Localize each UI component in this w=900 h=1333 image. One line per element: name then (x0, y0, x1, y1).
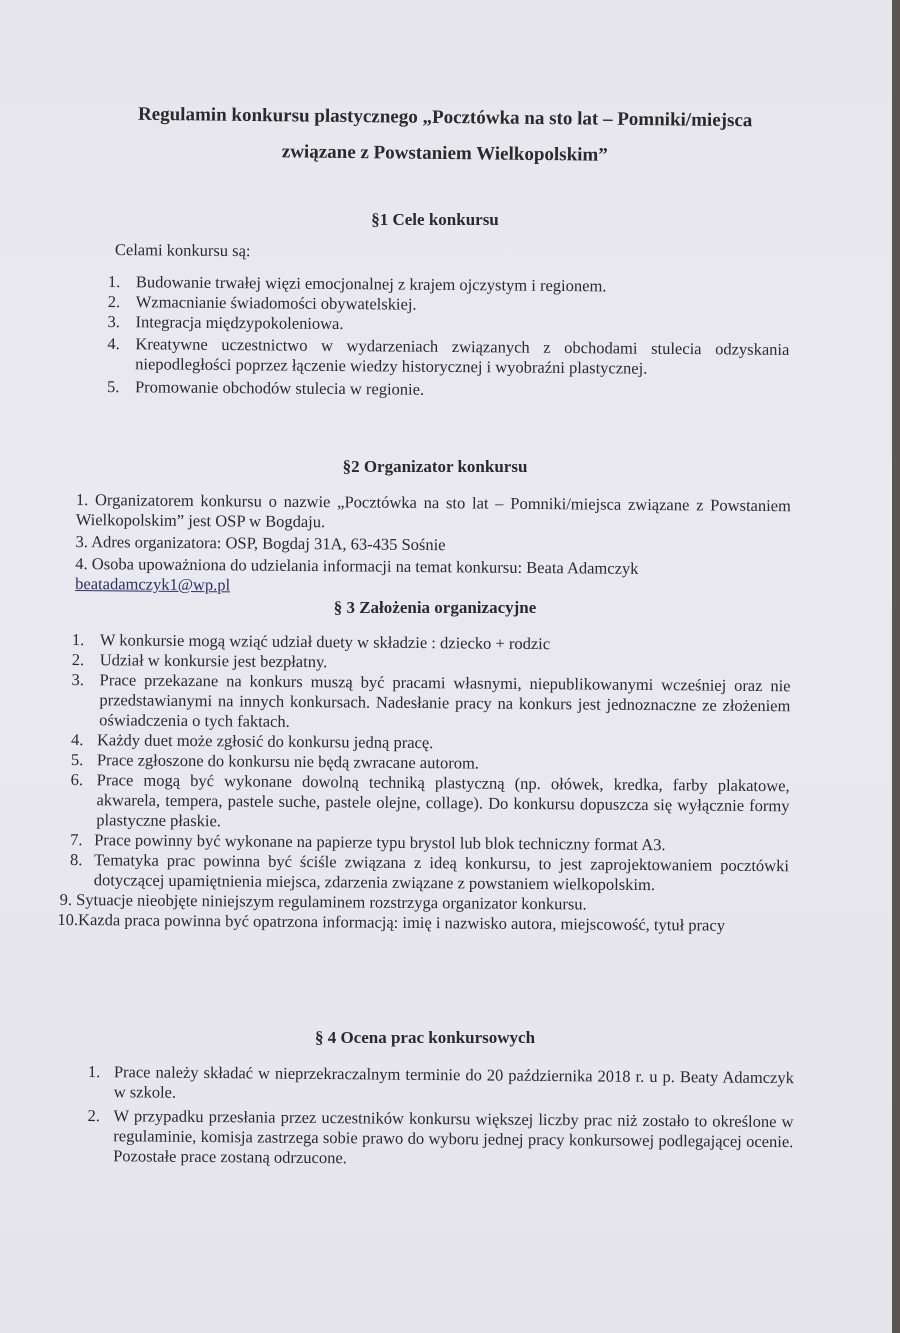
list-item: 4. Każdy duet może zgłosić do konkursu jedną pracę. (70, 729, 434, 753)
title-line-2: związane z Powstaniem Wielkopolskim” (281, 141, 608, 166)
list-item: 6. Prace mogą być wykonane dowolną techniką plastyczną (np. ołówek, kredka, farby plakatowe, akwarela, tempera, pastele suche, pastele olejne, collage). Do konkursu dopuszcza się wyłącznie formy plastyczne płaskie. (70, 769, 790, 831)
section-3-heading: § 3 Założenia organizacyjne (333, 598, 537, 617)
section-2-heading: §2 Organizator konkursu (342, 457, 528, 476)
list-item: 1. Prace należy składać w nieprzekraczalnym terminie do 20 października 2018 r. u p. Beaty Adamczyk w szkole. (87, 1062, 794, 1102)
section-3-paragraph-10: 10.Kazda praca powinna być opatrzona informacją: imię i nazwisko autora, miejscowość, tytuł pracy (57, 909, 726, 935)
list-item: 5. Prace zgłoszone do konkursu nie będą zwracane autorom. (70, 749, 480, 773)
list-item: 1. Budowanie trwałej więzi emocjonalnej z krajem ojczystym i regionem. (107, 272, 607, 296)
contact-email-link[interactable]: beatadamczyk1@wp.pl (75, 573, 231, 595)
list-item: 4. Kreatywne uczestnictwo w wydarzeniach związanych z obchodami stulecia odzyskania niepodległości poprzez łączenie wiedzy historycznej i wyobraźni plastycznej. (107, 333, 790, 378)
section-2-paragraph-3: 3. Adres organizatora: OSP, Bogdaj 31A, 63-435 Sośnie (75, 531, 446, 555)
list-item: 3. Prace przekazane na konkurs muszą być pracami własnymi, niepublikowanymi wcześniej oraz nie przedstawianymi na innych konkursach. Nadesłanie pracy na konkurs jest jednoznaczne ze złożeniem oświadczenia o tych faktach. (71, 669, 791, 731)
list-item: 1. W konkursie mogą wziąć udział duety w składzie : dziecko + rodzic (71, 630, 551, 654)
list-item: 2. W przypadku przesłania przez uczestników konkursu większej liczby prac niż zostało to określone w regulaminie, komisja zastrzega sobie prawo do wyboru jednej pracy konkursowej podlegającej ocenie. Pozostałe prace zostaną odrzucone. (87, 1105, 794, 1168)
section-2-paragraph-4: 4. Osoba upoważniona do udzielania informacji na temat konkursu: Beata Adamczyk (75, 553, 639, 578)
list-item: 2. Wzmacnianie świadomości obywatelskiej. (107, 291, 417, 314)
list-item: 8. Tematyka prac powinna być ściśle związana z ideą konkursu, to jest zaprojektowaniem pocztówki dotyczącej upamiętnienia miejsca, zdarzenia związane z powstaniem wielkopolskim. (69, 849, 790, 895)
section-4-heading: § 4 Ocena prac konkursowych (314, 1028, 536, 1047)
section-1-intro: Celami konkursu są: (114, 240, 251, 261)
section-2-body (75, 490, 791, 600)
section-1-list (107, 272, 790, 403)
document-title (60, 96, 831, 176)
list-item: 2. Udział w konkursie jest bezpłatny. (71, 649, 328, 672)
section-1-heading: §1 Cele konkursu (371, 210, 499, 229)
list-item: 3. Integracja międzypokoleniowa. (107, 311, 344, 334)
section-4-list (87, 1062, 794, 1172)
section-3-list (57, 630, 791, 936)
title-line-1: Regulamin konkursu plastycznego „Pocztówka na sto lat – Pomniki/miejsca (137, 103, 753, 132)
list-item: 7. Prace powinny być wykonane na papierze typu brystol lub blok techniczny format A3. (70, 829, 666, 855)
section-3-paragraph-9: 9. Sytuacje nieobjęte niniejszym regulaminem rozstrzyga organizator konkursu. (59, 889, 587, 914)
section-2-paragraph-1: 1. Organizatorem konkursu o nazwie „Pocztówka na sto lat – Pomniki/miejsca związane z Powstaniem Wielkopolskim” jest OSP w Bogdaju. (75, 490, 791, 532)
list-item: 5. Promowanie obchodów stulecia w regionie. (106, 376, 425, 399)
